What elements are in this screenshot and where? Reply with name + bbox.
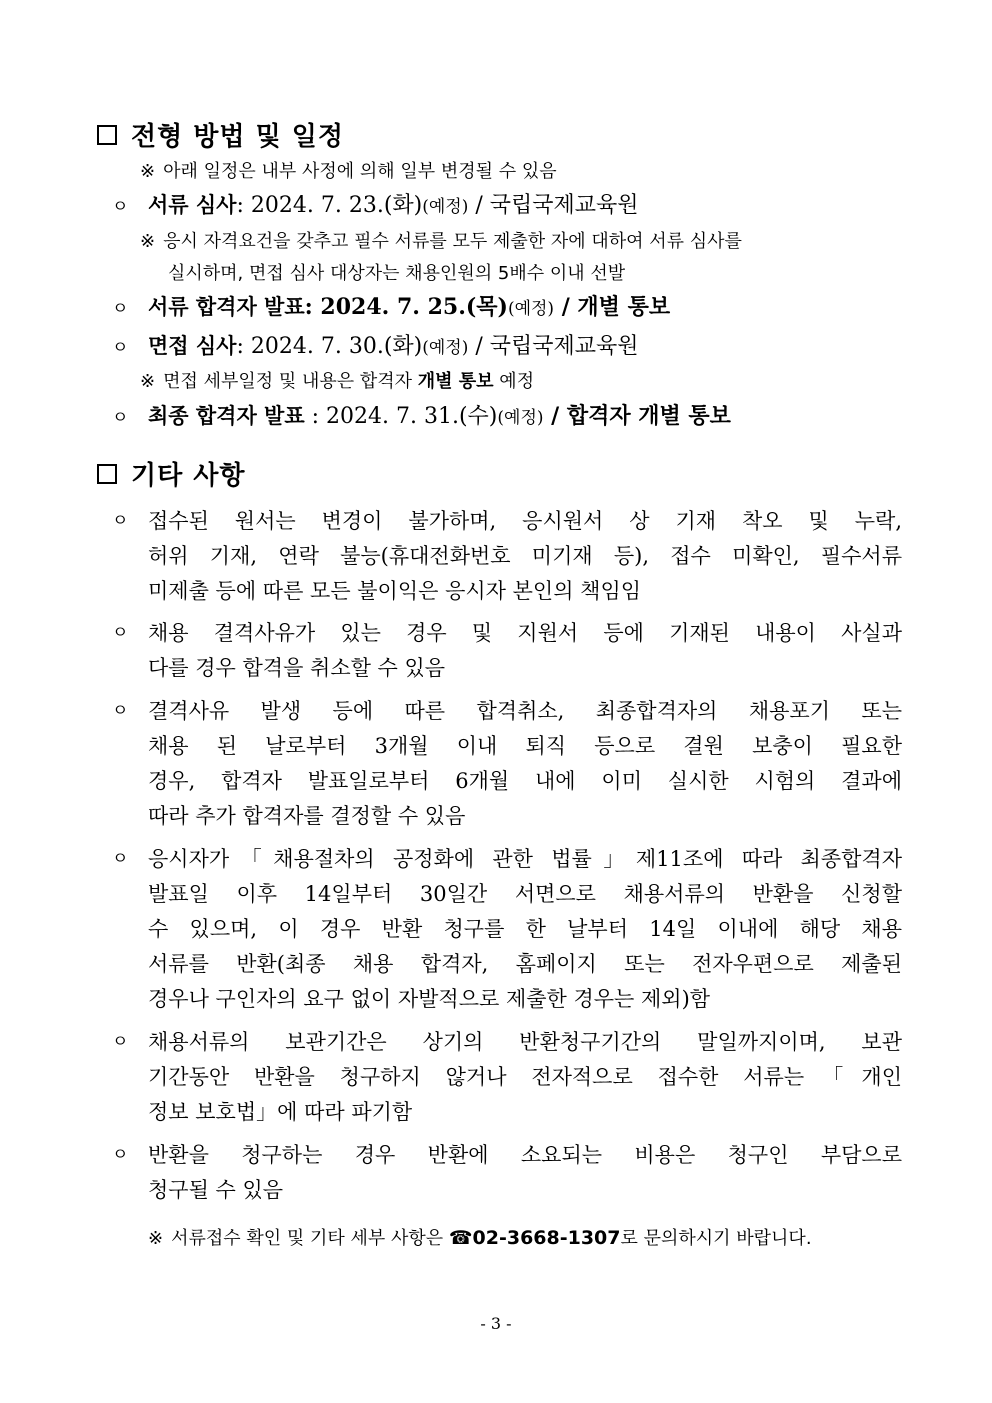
phone-number: ☎02-3668-1307 — [448, 1227, 621, 1249]
contact-text-after: 로 문의하시기 바랍니다. — [620, 1228, 812, 1249]
screening-note-line: 실시하며, 면접 심사 대상자는 채용인원의 5배수 이내 선발 — [168, 263, 626, 284]
paragraph-line: 응시자가「채용절차의 공정화에 관한 법률」제11조에 따라 최종합격자 — [148, 847, 902, 871]
reference-mark-icon: ※ — [148, 1228, 164, 1249]
item-date: 2024. 7. 25.(목) — [312, 294, 508, 320]
item-rest: / 합격자 개별 통보 — [543, 403, 731, 429]
interview-note-text: 면접 세부일정 및 내용은 합격자 — [163, 371, 418, 392]
paragraph-line: 기간동안 반환을 청구하지 않거나 전자적으로 접수한 서류는「개인 — [148, 1065, 902, 1089]
item-rest: / 국립국제교육원 — [468, 334, 639, 359]
notice-paragraph — [112, 504, 902, 609]
paragraph-line: 따라 추가 합격자를 결정할 수 있음 — [148, 804, 466, 828]
screening-note — [140, 227, 900, 253]
interview-note-after: 예정 — [493, 371, 535, 392]
item-label: 면접 심사 — [148, 334, 237, 358]
section-heading-other — [97, 455, 246, 492]
screening-note-continued — [168, 259, 625, 285]
paragraph-line: 경우, 합격자 발표일로부터 6개월 내에 이미 실시한 시험의 결과에 — [148, 769, 902, 793]
bullet-icon: ㅇ — [112, 299, 129, 319]
schedule-item-interview — [112, 329, 902, 360]
notice-paragraph — [112, 1025, 902, 1130]
bullet-icon: ㅇ — [112, 1145, 129, 1165]
section-title: 전형 방법 및 일정 — [131, 122, 344, 152]
item-tag: (예정) — [422, 338, 469, 358]
bullet-icon: ㅇ — [112, 701, 129, 721]
paragraph-line: 정보 보호법」에 따라 파기함 — [148, 1100, 413, 1124]
item-label: 서류 심사 — [148, 193, 237, 217]
notice-paragraph — [112, 694, 902, 834]
bullet-icon: ㅇ — [112, 511, 129, 531]
item-colon: : — [236, 334, 244, 359]
paragraph-line: 결격사유 발생 등에 따른 합격취소, 최종합격자의 채용포기 또는 — [148, 699, 902, 723]
notice-paragraph — [112, 1138, 902, 1208]
paragraph-line: 채용 결격사유가 있는 경우 및 지원서 등에 기재된 내용이 사실과 — [148, 621, 902, 645]
schedule-item-final-results — [112, 399, 902, 430]
section-heading-schedule — [97, 116, 344, 153]
bullet-icon: ㅇ — [112, 408, 129, 428]
interview-note — [140, 367, 534, 393]
note-text: 아래 일정은 내부 사정에 의해 일부 변경될 수 있음 — [163, 161, 557, 182]
contact-note — [148, 1224, 908, 1250]
item-colon: : — [304, 294, 313, 320]
bullet-icon: ㅇ — [112, 849, 129, 869]
item-colon: : — [236, 193, 244, 218]
bullet-icon: ㅇ — [112, 197, 129, 217]
item-rest: / 개별 통보 — [554, 294, 671, 320]
checkbox-square-icon — [97, 464, 117, 484]
item-tag: (예정) — [422, 197, 469, 217]
interview-note-bold: 개별 통보 — [417, 371, 494, 392]
paragraph-line: 채용 된 날로부터 3개월 이내 퇴직 등으로 결원 보충이 필요한 — [148, 734, 902, 758]
reference-mark-icon: ※ — [140, 161, 156, 182]
section-title: 기타 사항 — [131, 461, 246, 491]
screening-note-line: 응시 자격요건을 갖추고 필수 서류를 모두 제출한 자에 대하여 서류 심사를 — [163, 231, 742, 252]
paragraph-line: 발표일 이후 14일부터 30일간 서면으로 채용서류의 반환을 신청할 — [148, 882, 902, 906]
paragraph-line: 경우나 구인자의 요구 없이 자발적으로 제출한 경우는 제외)함 — [148, 987, 711, 1011]
contact-text: 서류접수 확인 및 기타 세부 사항은 — [171, 1228, 449, 1249]
item-label: 최종 합격자 발표 — [148, 404, 305, 428]
item-tag: (예정) — [507, 299, 555, 319]
schedule-change-note — [140, 157, 557, 183]
checkbox-square-icon — [97, 125, 117, 145]
reference-mark-icon: ※ — [140, 231, 156, 252]
paragraph-line: 다를 경우 합격을 취소할 수 있음 — [148, 656, 446, 680]
paragraph-line: 청구될 수 있음 — [148, 1178, 284, 1202]
item-date: 2024. 7. 31.(수) — [319, 404, 498, 429]
bullet-icon: ㅇ — [112, 338, 129, 358]
schedule-item-document-review — [112, 188, 902, 219]
item-date: 2024. 7. 30.(화) — [243, 334, 423, 359]
item-tag: (예정) — [497, 408, 544, 428]
paragraph-line: 허위 기재, 연락 불능(휴대전화번호 미기재 등), 접수 미확인, 필수서류 — [148, 544, 902, 568]
schedule-item-document-results — [112, 290, 902, 321]
bullet-icon: ㅇ — [112, 1032, 129, 1052]
paragraph-line: 서류를 반환(최종 채용 합격자, 홈페이지 또는 전자우편으로 제출된 — [148, 952, 902, 976]
item-date: 2024. 7. 23.(화) — [243, 193, 423, 218]
paragraph-line: 채용서류의 보관기간은 상기의 반환청구기간의 말일까지이며, 보관 — [148, 1030, 902, 1054]
item-colon: : — [304, 404, 320, 429]
reference-mark-icon: ※ — [140, 371, 156, 392]
paragraph-line: 반환을 청구하는 경우 반환에 소요되는 비용은 청구인 부담으로 — [148, 1143, 902, 1167]
paragraph-line: 접수된 원서는 변경이 불가하며, 응시원서 상 기재 착오 및 누락, — [148, 509, 902, 533]
notice-paragraph — [112, 616, 902, 686]
bullet-icon: ㅇ — [112, 623, 129, 643]
notice-paragraph — [112, 842, 902, 1017]
item-rest: / 국립국제교육원 — [468, 193, 639, 218]
page-number: - 3 - — [480, 1314, 512, 1333]
paragraph-line: 수 있으며, 이 경우 반환 청구를 한 날부터 14일 이내에 해당 채용 — [148, 917, 902, 941]
paragraph-line: 미제출 등에 따른 모든 불이익은 응시자 본인의 책임임 — [148, 579, 642, 603]
item-label: 서류 합격자 발표 — [148, 295, 305, 319]
